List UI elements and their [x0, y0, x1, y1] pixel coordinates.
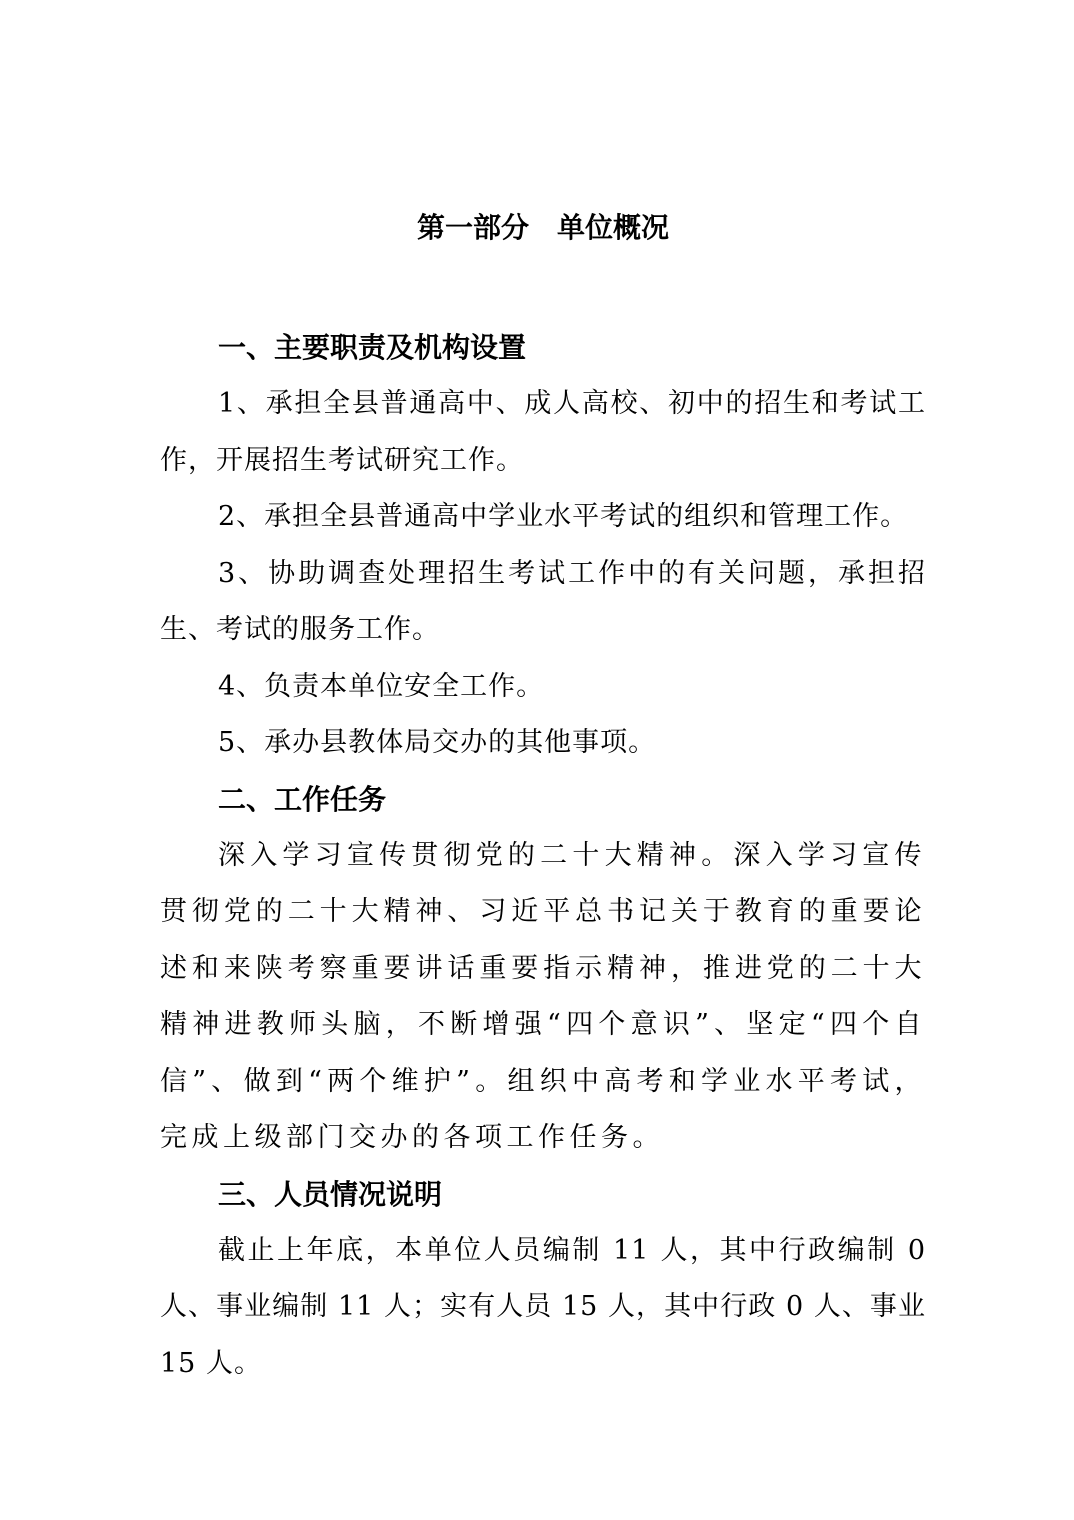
duty-item-4: 4、负责本单位安全工作。 [218, 670, 545, 702]
duty-item-1: 1、承担全县普通高中、成人高校、初中的招生和考试工作，开展招生考试研究工作。 [160, 388, 926, 476]
section-heading: 三、人员情况说明 [218, 1177, 443, 1211]
section-staff [160, 1167, 926, 1393]
section-heading: 二、工作任务 [218, 782, 387, 816]
duty-item-3: 3、协助调查处理招生考试工作中的有关问题，承担招生、考试的服务工作。 [160, 557, 926, 645]
section-heading: 一、主要职责及机构设置 [218, 331, 527, 364]
duty-item-2: 2、承担全县普通高中学业水平考试的组织和管理工作。 [218, 501, 909, 532]
page-title: 第一部分 单位概况 [416, 211, 669, 244]
document-body [160, 200, 926, 1392]
section-duties [160, 320, 926, 772]
duty-item-5: 5、承办县教体局交办的其他事项。 [218, 727, 657, 758]
section-tasks [160, 772, 926, 1167]
tasks-paragraph: 深入学习宣传贯彻党的二十大精神。深入学习宣传贯彻党的二十大精神、习近平总书记关于教育的重要论述和来陕考察重要讲话重要指示精神，推进党的二十大精神进教师头脑，不断增强“四个意识”、坚定“四个自信”、做到“两个维护”。组织中高考和学业水平考试，完成上级部门交办的各项工作任务。 [160, 839, 926, 1153]
staff-paragraph: 截止上年底，本单位人员编制 11 人，其中行政编制 0 人、事业编制 11 人；实有人员 15 人，其中行政 0 人、事业 15 人。 [160, 1234, 926, 1379]
